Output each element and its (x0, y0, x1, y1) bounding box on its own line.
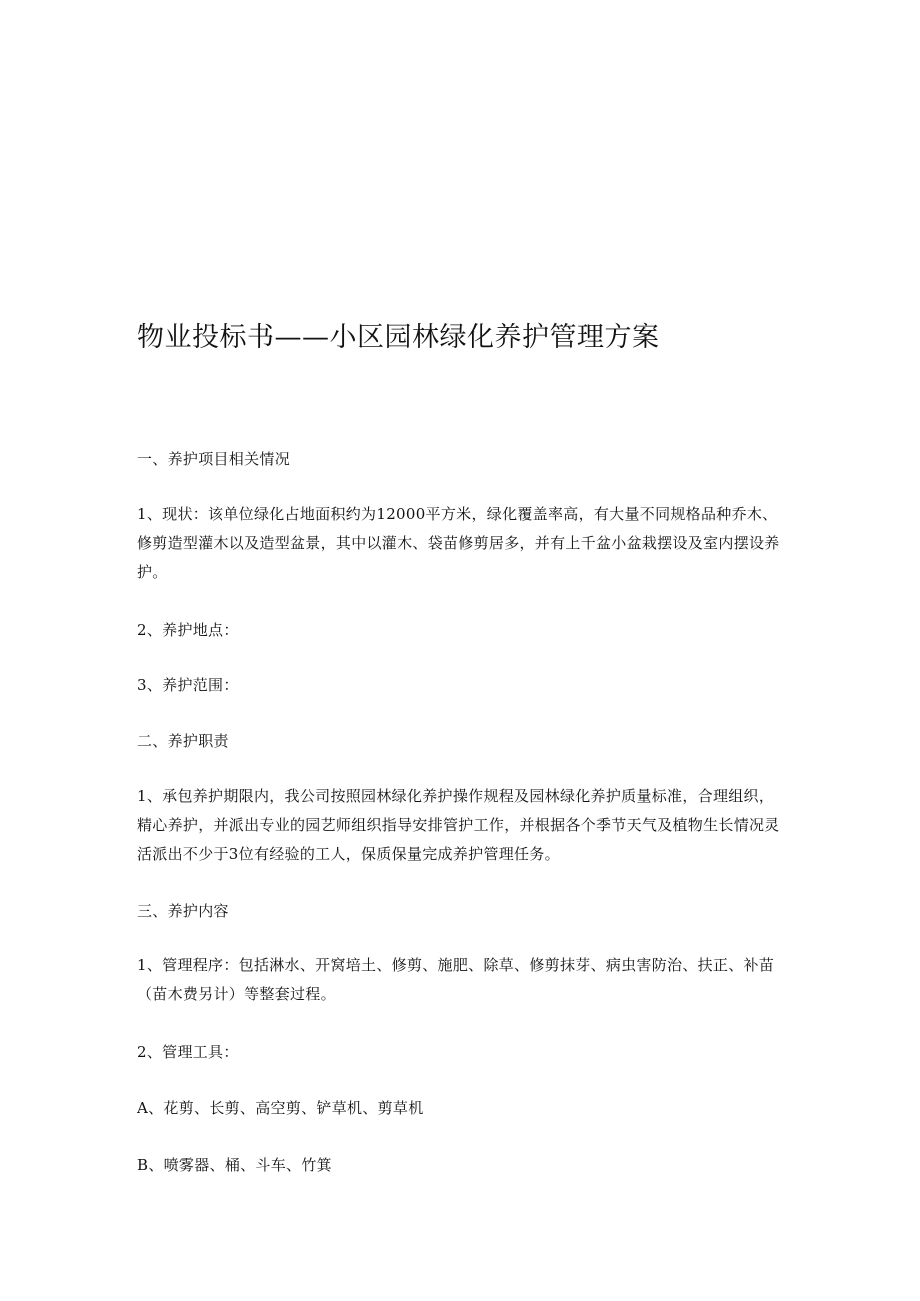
paragraph-tools: 2、管理工具： (137, 1043, 239, 1061)
section-heading-2: 二、养护职责 (137, 732, 229, 750)
list-item-tools-b: B、喷雾器、桶、斗车、竹箕 (137, 1156, 332, 1174)
paragraph-scope: 3、养护范围： (137, 676, 239, 694)
section-heading-1: 一、养护项目相关情况 (137, 450, 291, 468)
paragraph-status: 1、现状：该单位绿化占地面积约为12000平方米，绿化覆盖率高，有大量不同规格品种乔木、修剪造型灌木以及造型盆景，其中以灌木、袋苗修剪居多，并有上千盆小盆栽摆设及室内摆设养护。 (137, 505, 780, 581)
paragraph-location: 2、养护地点： (137, 621, 239, 639)
paragraph-duties: 1、承包养护期限内，我公司按照园林绿化养护操作规程及园林绿化养护质量标准，合理组织，精心养护，并派出专业的园艺师组织指导安排管护工作，并根据各个季节天气及植物生长情况灵活派出不少于3位有经验的工人，保质保量完成养护管理任务。 (137, 787, 780, 863)
paragraph-procedure: 1、管理程序：包括淋水、开窝培土、修剪、施肥、除草、修剪抹芽、病虫害防治、扶正、补苗（苗木费另计）等整套过程。 (137, 956, 775, 1003)
document-title: 物业投标书——小区园林绿化养护管理方案 (137, 322, 660, 353)
list-item-tools-a: A、花剪、长剪、高空剪、铲草机、剪草机 (137, 1099, 424, 1117)
section-heading-3: 三、养护内容 (137, 902, 229, 920)
